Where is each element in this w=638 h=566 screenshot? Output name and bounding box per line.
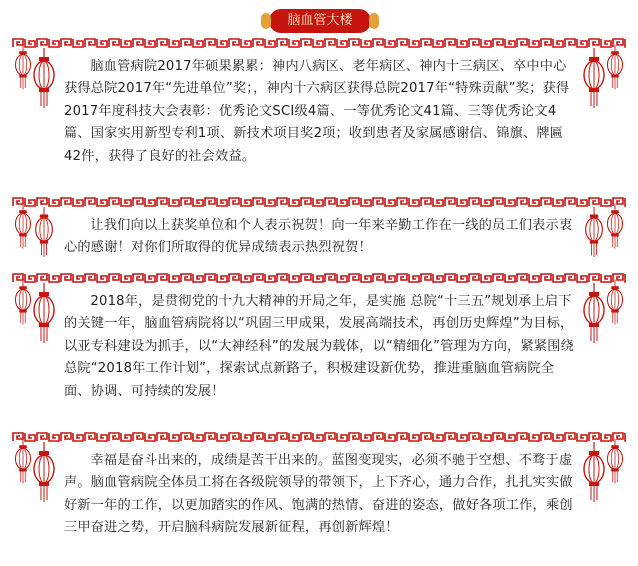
section-title-badge bbox=[269, 9, 371, 33]
lantern-icon bbox=[32, 442, 56, 502]
lantern-icon bbox=[606, 203, 630, 249]
lantern-icon bbox=[32, 48, 56, 108]
section-3 bbox=[0, 273, 638, 428]
section-2 bbox=[0, 197, 638, 267]
section-1 bbox=[0, 38, 638, 188]
lantern-icon bbox=[32, 283, 56, 343]
lantern-icon bbox=[606, 438, 630, 484]
lantern-icon bbox=[606, 44, 630, 90]
lantern-icon bbox=[582, 442, 606, 502]
lantern-icon bbox=[582, 48, 606, 108]
paragraph-1: 脑血管病院2017年硕果累累：神内八病区、老年病区、神内十三病区、卒中中心获得总院2017年“先进单位”奖；，神内十六病区获得总院2017年“特殊贡献”奖；获得2017年度科技大会表彰：优秀论文SCI级4篇、一等优秀论文41篇、三等优秀论文4篇、国家实用新型专利1项、新技术项目奖2项；收到患者及家属感谢信、锦旗、牌匾42件，获得了良好的社会效益。 bbox=[64, 59, 570, 164]
lantern-icon bbox=[582, 283, 606, 343]
section-title: 脑血管大楼 bbox=[287, 13, 353, 28]
paragraph-3: 2018年，是贯彻党的十九大精神的开局之年，是实施 总院“十三五”规划承上启下的关键一年，脑血管病院将以“巩固三甲成果，发展高端技术，再创历史辉煌”为目标，以亚专科建设为抓手，以“大神经科”的发展为载体，以“精细化”管理为方向，紧紧围绕总院“2018年工作计划”，探索试点新路子，积极建设新优势，推进重脑血管病院全面、协调、可持续的发展！ bbox=[64, 294, 575, 399]
section-4 bbox=[0, 432, 638, 562]
lantern-icon bbox=[606, 279, 630, 325]
paragraph-4: 幸福是奋斗出来的，成绩是苦干出来的。蓝图变现实，必须不驰于空想、不骛于虚声。脑血管病院全体员工将在各级院领导的带领下，上下齐心，通力合作，扎扎实实做好新一年的工作，以更加踏实的作风、饱满的热情、奋进的姿态，做好各项工作，乘创三甲奋进之势，开启脑科病院发展新征程，再创新辉煌！ bbox=[64, 453, 573, 536]
fret-border-icon bbox=[12, 432, 626, 442]
fret-border-icon bbox=[12, 273, 626, 283]
paragraph-2: 让我们向以上获奖单位和个人表示祝贺！向一年来辛勤工作在一线的员工们表示衷心的感谢！对你们所取得的优异成绩表示热烈祝贺！ bbox=[64, 218, 573, 256]
fret-border-icon bbox=[12, 38, 626, 48]
title-banner bbox=[0, 6, 638, 36]
lantern-icon bbox=[32, 207, 56, 257]
fret-border-icon bbox=[12, 197, 626, 207]
lantern-icon bbox=[582, 207, 606, 257]
